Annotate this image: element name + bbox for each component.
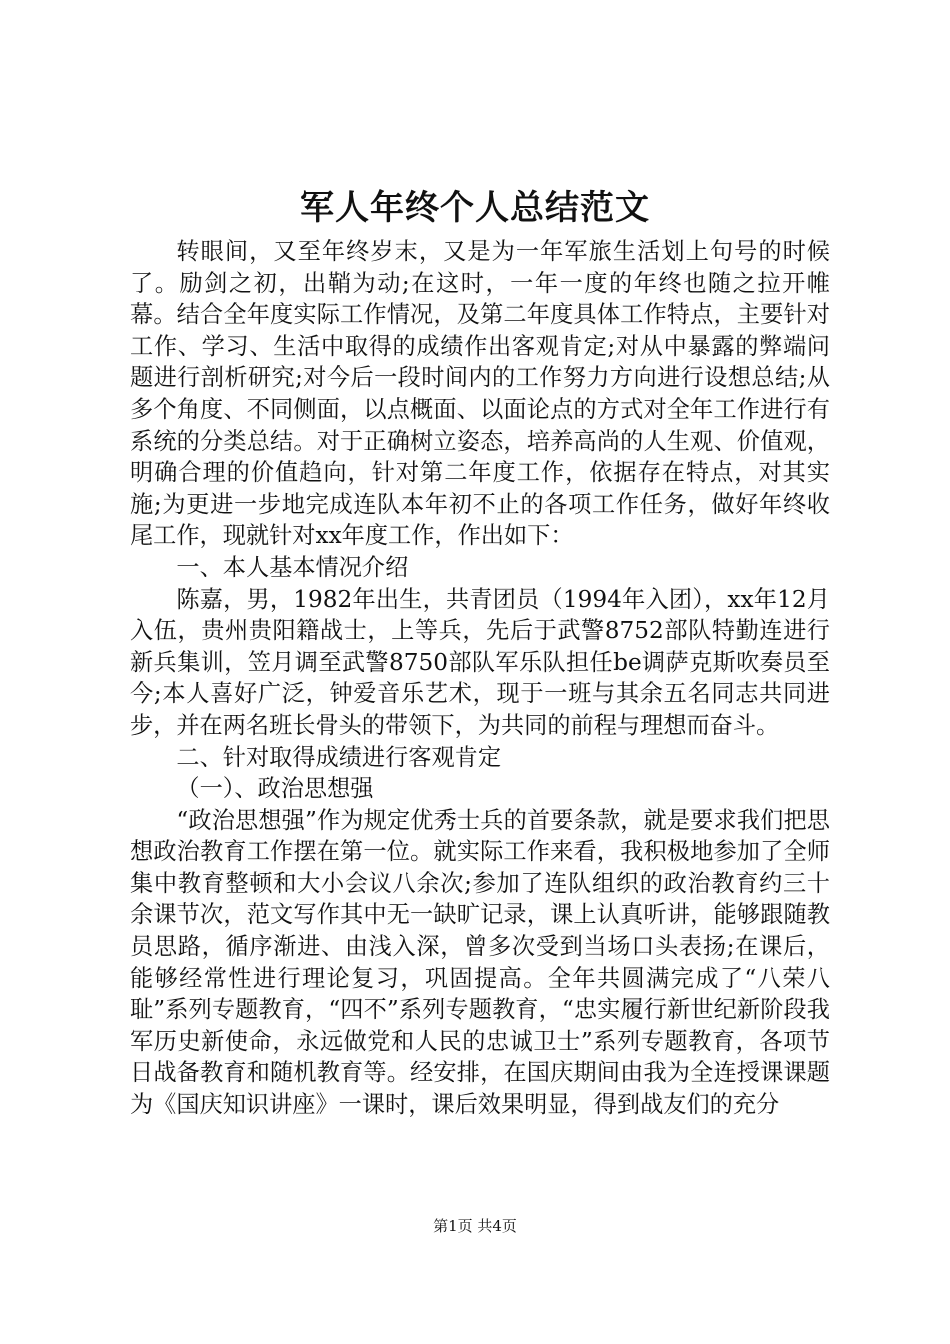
- section-heading-basic-info: 一、本人基本情况介绍: [176, 553, 409, 581]
- section-heading-achievements: 二、针对取得成绩进行客观肯定: [176, 743, 502, 771]
- subsection-heading-political: （一）、政治思想强: [176, 775, 374, 803]
- page-number-footer: 第1页 共4页: [433, 1217, 517, 1235]
- basic-info-paragraph: 陈嘉，男，1982年出生，共青团员（1994年入团），xx年12月入伍，贵州贵阳籍战士，上等兵，先后于武警8752部队特勤连进行新兵集训，笠月调至武警8750部队军乐队担任be调萨克斯吹奏员至今;本人喜好广泛，钟爱音乐艺术，现于一班与其余五名同志共同进步，并在两名班长骨头的带领下，为共同的前程与理想而奋斗。: [130, 585, 830, 739]
- political-paragraph: “政治思想强”作为规定优秀士兵的首要条款，就是要求我们把思想政治教育工作摆在第一位。就实际工作来看，我积极地参加了全师集中教育整顿和大小会议八余次;参加了连队组织的政治教育约三十余课节次，范文写作其中无一缺旷记录，课上认真听讲，能够跟随教员思路，循序渐进、由浅入深，曾多次受到当场口头表扬;在课后，能够经常性进行理论复习，巩固提高。全年共圆满完成了“八荣八耻”系列专题教育，“四不”系列专题教育，“忠实履行新世纪新阶段我军历史新使命，永远做党和人民的忠诚卫士”系列专题教育，各项节日战备教育和随机教育等。经安排，在国庆期间由我为全连授课课题为《国庆知识讲座》一课时，课后效果明显，得到战友们的充分: [130, 806, 830, 1119]
- document-body: [130, 236, 830, 1121]
- intro-paragraph: 转眼间，又至年终岁末，又是为一年军旅生活划上句号的时候了。励剑之初，出鞘为动;在这时，一年一度的年终也随之拉开帷幕。结合全年度实际工作情况，及第二年度具体工作特点，主要针对工作、学习、生活中取得的成绩作出客观肯定;对从中暴露的弊端问题进行剖析研究;对今后一段时间内的工作努力方向进行设想总结;从多个角度、不同侧面，以点概面、以面论点的方式对全年工作进行有系统的分类总结。对于正确树立姿态，培养高尚的人生观、价值观，明确合理的价值趋向，针对第二年度工作，依据存在特点，对其实施;为更进一步地完成连队本年初不止的各项工作任务，做好年终收尾工作，现就针对xx年度工作，作出如下：: [130, 238, 830, 550]
- document-title: 军人年终个人总结范文: [300, 188, 650, 228]
